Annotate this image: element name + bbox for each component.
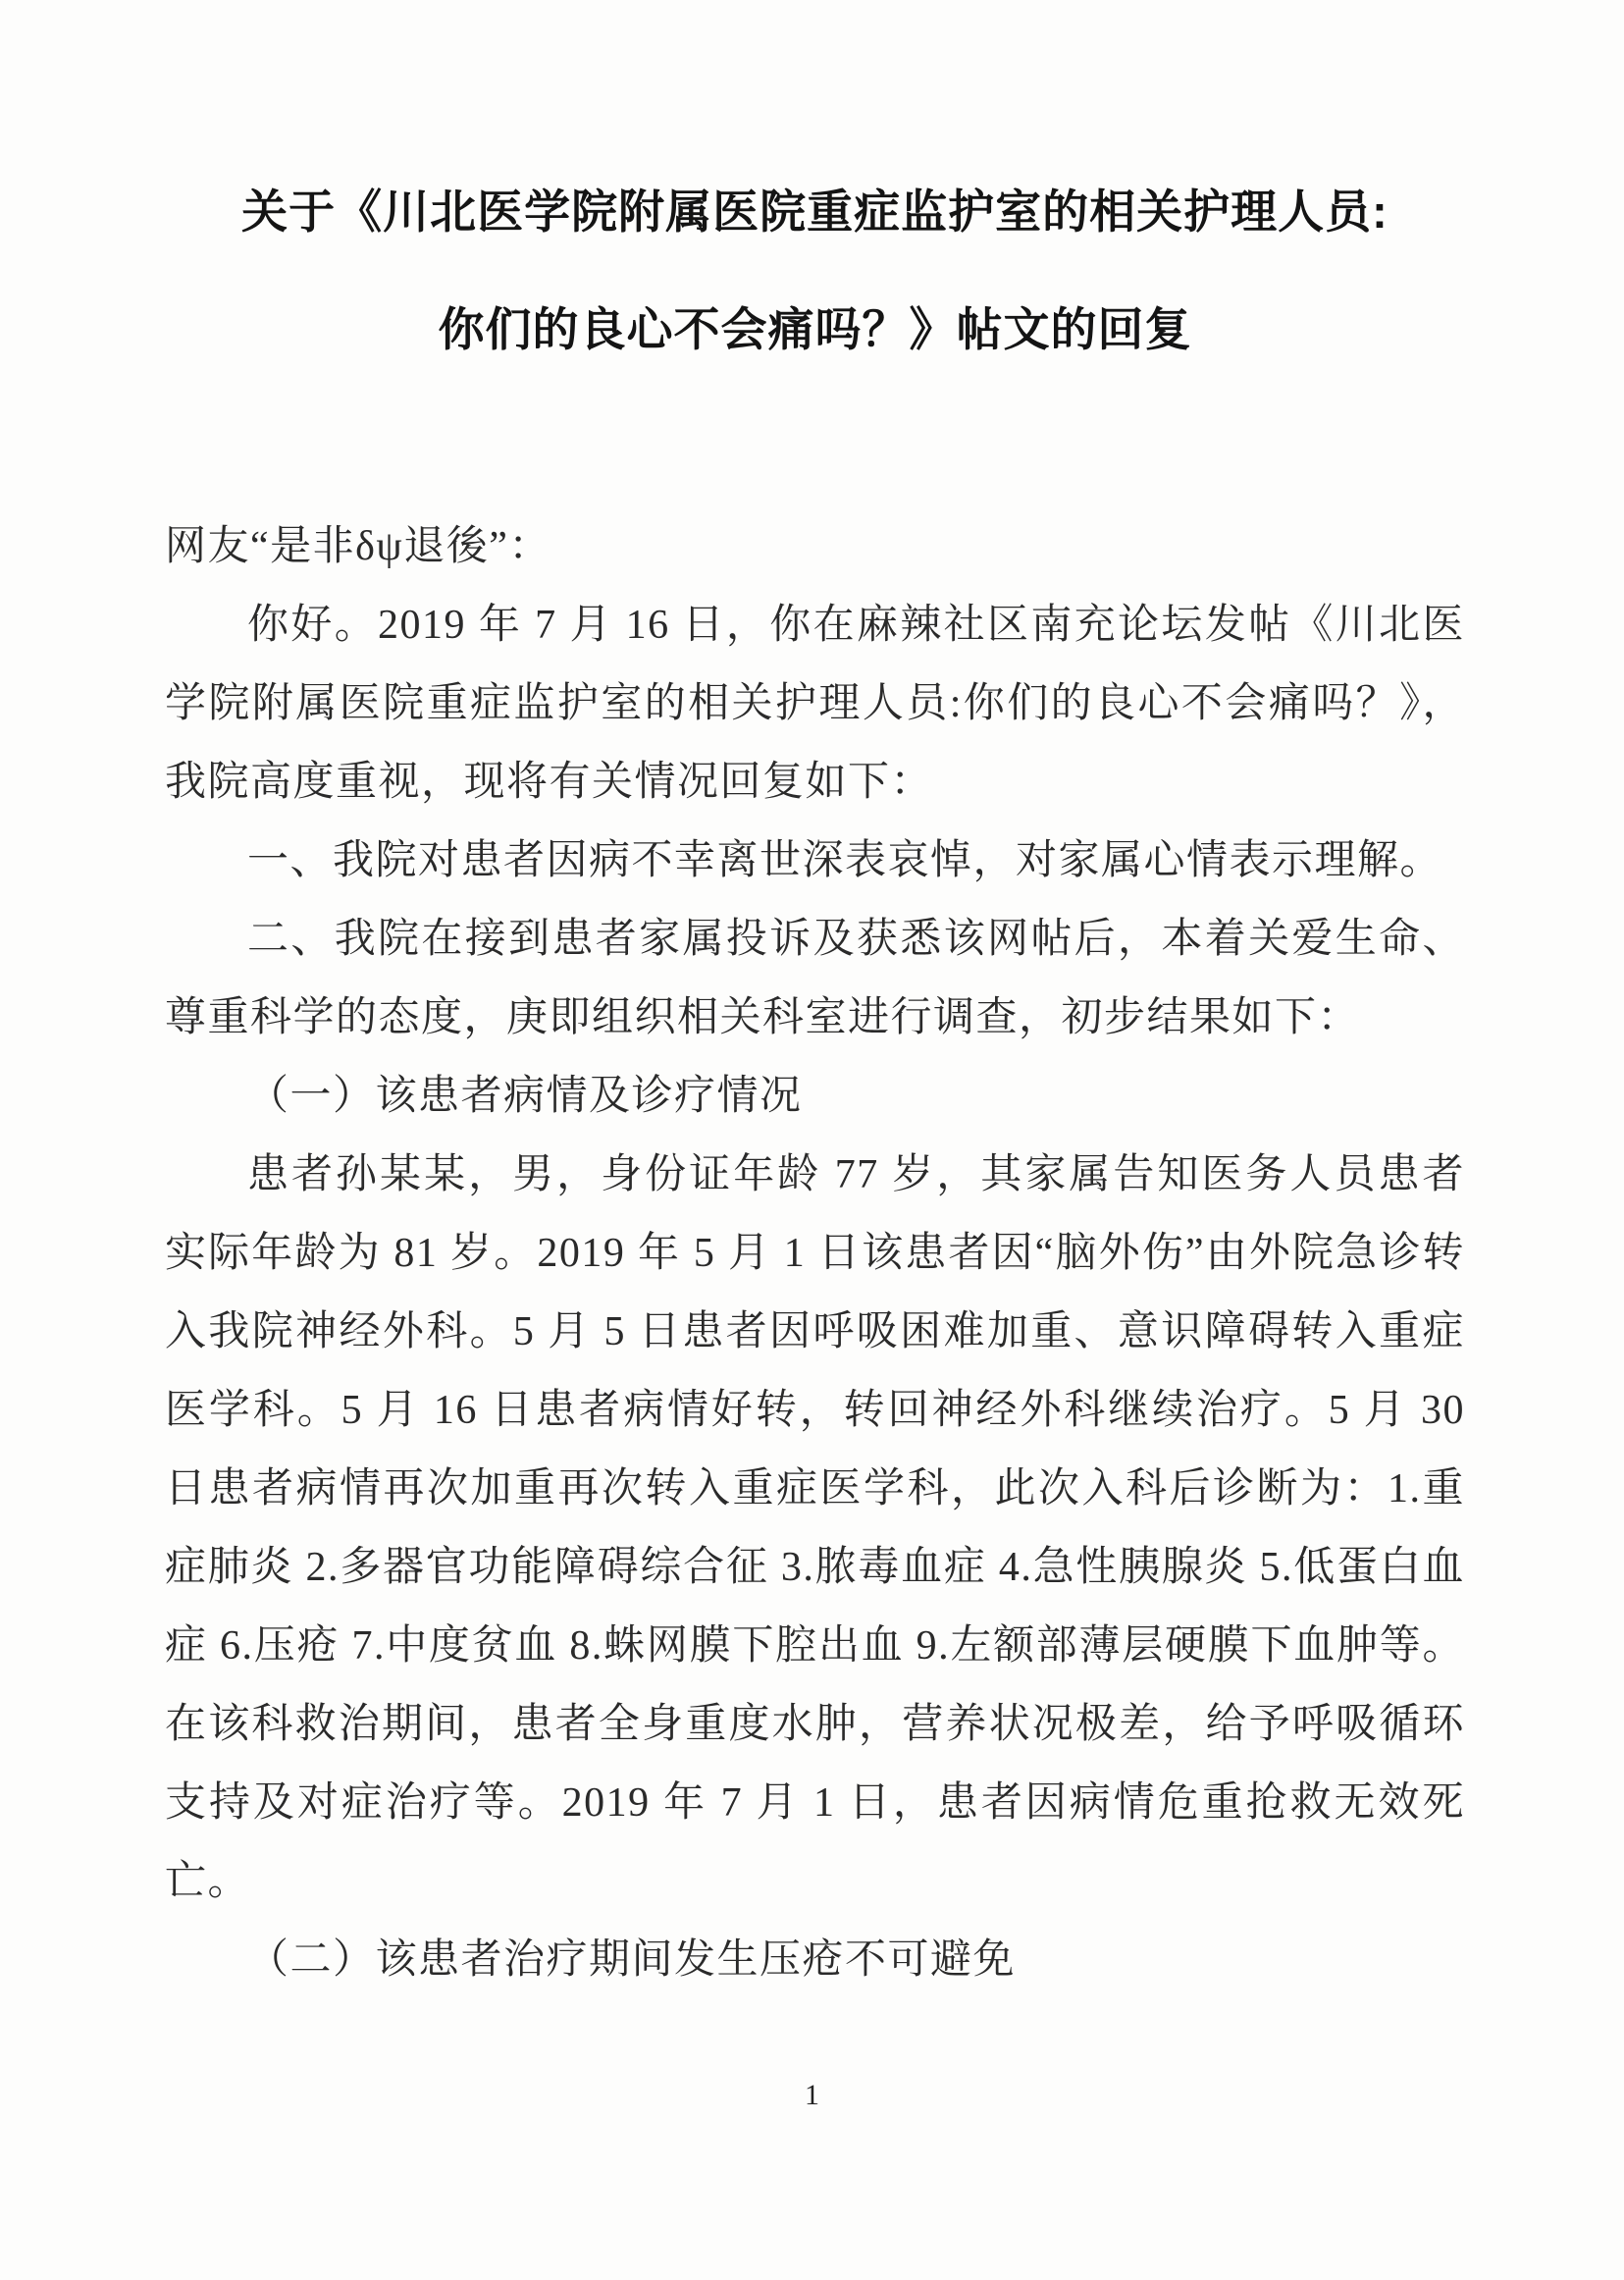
paragraph-subheading-two: （二）该患者治疗期间发生压疮不可避免 [247, 1937, 1017, 1983]
paragraph-point-one: 一、我院对患者因病不幸离世深表哀悼，对家属心情表示理解。 [247, 838, 1443, 883]
paragraph-subheading-one: （一）该患者病情及诊疗情况 [247, 1074, 803, 1119]
salutation: 网友“是非δψ退後”： [165, 524, 551, 569]
document-body [165, 507, 1465, 1999]
document-title [165, 182, 1465, 360]
document-content [165, 182, 1465, 1999]
paragraph-point-two: 二、我院在接到患者家属投诉及获悉该网帖后，本着关爱生命、尊重科学的态度，庚即组织相关科室进行调查，初步结果如下： [165, 917, 1465, 1040]
paragraph-greeting-intro: 你好。2019 年 7 月 16 日，你在麻辣社区南充论坛发帖《川北医学院附属医院重症监护室的相关护理人员:你们的良心不会痛吗？》，我院高度重视，现将有关情况回复如下： [165, 603, 1465, 805]
document-title-line-2: 你们的良心不会痛吗？》帖文的回复 [438, 303, 1192, 355]
paragraph-patient-details: 患者孙某某，男，身份证年龄 77 岁，其家属告知医务人员患者实际年龄为 81 岁。2019 年 5 月 1 日该患者因“脑外伤”由外院急诊转入我院神经外科。5 月 5 日患者因呼吸困难加重、意识障碍转入重症医学科。5 月 16 日患者病情好转，转回神经外科继续治疗。5 月 30 日患者病情再次加重再次转入重症医学科，此次入科后诊断为：1.重症肺炎 2.多器官功能障碍综合征 3.脓毒血症 4.急性胰腺炎 5.低蛋白血症 6.压疮 7.中度贫血 8.蛛网膜下腔出血 9.左额部薄层硬膜下血肿等。在该科救治期间，患者全身重度水肿，营养状况极差，给予呼吸循环支持及对症治疗等。2019 年 7 月 1 日，患者因病情危重抢救无效死亡。 [165, 1152, 1465, 1904]
page-number: 1 [805, 2079, 819, 2111]
document-title-line-1: 关于《川北医学院附属医院重症监护室的相关护理人员: [241, 186, 1388, 238]
